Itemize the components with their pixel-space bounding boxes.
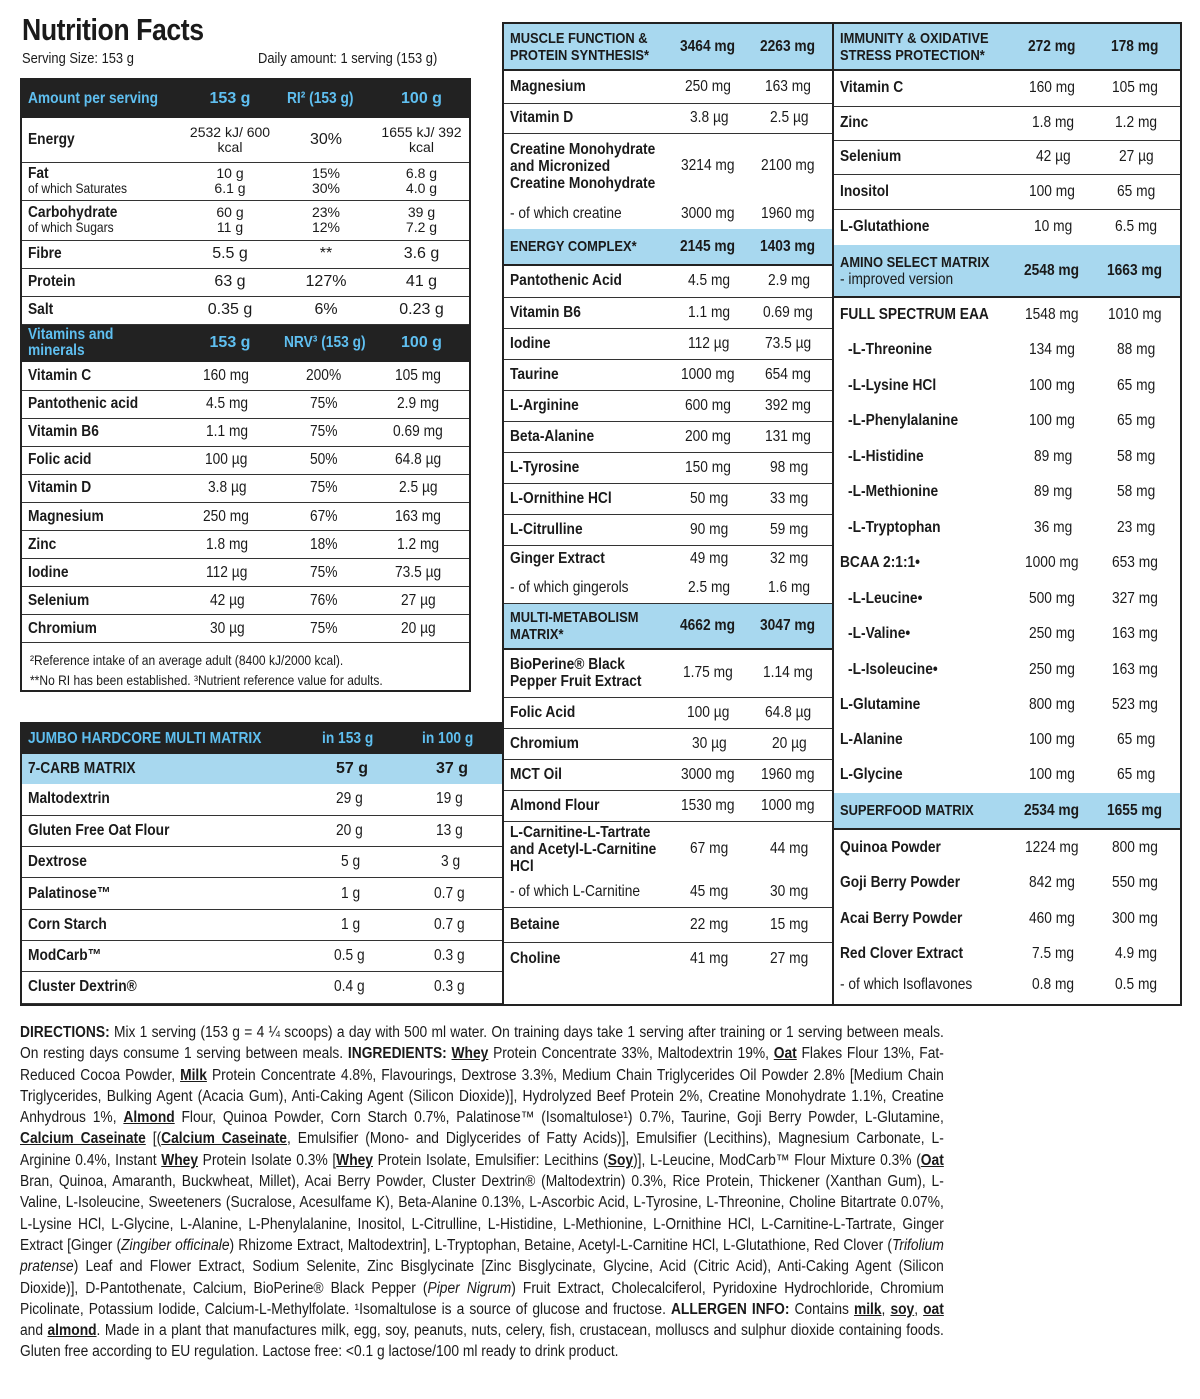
table-row: Palatinose™ 1 g 0.7 g	[22, 878, 502, 909]
section-header: AMINO SELECT MATRIX- improved version 2548 mg 1663 mg	[834, 245, 1180, 297]
table-row: L-Glutathione 10 mg 6.5 mg	[840, 218, 1157, 236]
table-row: L-Tyrosine 150 mg 98 mg	[504, 452, 832, 483]
table-row: Gluten Free Oat Flour 20 g 13 g	[22, 815, 502, 846]
carb-matrix-header: 7-CARB MATRIX 57 g 37 g	[22, 754, 502, 784]
table-row: Betaine 22 mg 15 mg	[504, 907, 832, 942]
table-row: - of which gingerols 2.5 mg 1.6 mg	[504, 573, 832, 603]
jumbo-header: JUMBO HARDCORE MULTI MATRIX in 153 g in 100 g	[22, 724, 502, 754]
table-row: BioPerine® Black Pepper Fruit Extract 1.75 mg 1.14 mg	[504, 649, 832, 697]
section-header: MULTI-METABOLISM MATRIX* 4662 mg 3047 mg	[504, 603, 832, 649]
serving-size: Serving Size: 153 g	[22, 50, 134, 67]
nutrition-table	[22, 80, 469, 643]
table-row: L-Citrulline 90 mg 59 mg	[504, 514, 832, 545]
table-row: Inositol 100 mg 65 mg	[834, 174, 1180, 209]
table-row: Chromium 30 µg 75% 20 µg	[22, 615, 469, 643]
table-row: L-Glycine 100 mg 65 mg	[840, 766, 1156, 783]
table-row: Maltodextrin 29 g 19 g	[22, 784, 502, 815]
table-row: Chromium 30 µg 20 µg	[504, 728, 832, 759]
table-row: Zinc 1.8 mg 18% 1.2 mg	[22, 531, 469, 559]
section-header: IMMUNITY & OXIDATIVE STRESS PROTECTION* 272 mg 178 mg	[834, 24, 1180, 70]
table-row: Beta-Alanine 200 mg 131 mg	[504, 421, 832, 452]
table-row: Fibre 5.5 g ** 3.6 g	[22, 240, 469, 268]
nutrition-facts-box	[20, 78, 471, 692]
nutrition-footnotes: ²Reference intake of an average adult (8400 kJ/2000 kcal). **No RI has been established. ³Nutrient reference value for adults.	[30, 652, 383, 688]
table-row: L-Arginine 600 mg 392 mg	[504, 390, 832, 421]
jumbo-table	[22, 724, 502, 1004]
page-title: Nutrition Facts	[22, 12, 204, 47]
table-row: Vitamin D 3.8 µg 2.5 µg	[504, 103, 832, 133]
table-row: -L-Valine• 250 mg 163 mg	[848, 625, 1159, 642]
table-row: Vitamin C 160 mg 200% 105 mg	[22, 362, 469, 390]
table-row: Folic acid 100 µg 50% 64.8 µg	[22, 446, 469, 474]
table-row: FULL SPECTRUM EAA 1548 mg 1010 mg	[840, 306, 1162, 323]
nutrition-header: Amount per serving 153 g RI² (153 g) 100 g	[22, 80, 469, 118]
table-row: -L-Histidine 89 mg 58 mg	[848, 447, 1156, 465]
table-row: Acai Berry Powder 460 mg 300 mg	[840, 910, 1159, 927]
table-row: Protein 63 g 127% 41 g	[22, 268, 469, 296]
table-row: L-Glutamine 800 mg 523 mg	[840, 695, 1159, 713]
table-row: Carbohydrate of which Sugars 60 g 11 g 23% 12% 39 g 7.2 g	[22, 200, 469, 240]
table-row: L-Ornithine HCl 50 mg 33 mg	[504, 483, 832, 514]
table-row: Cluster Dextrin® 0.4 g 0.3 g	[22, 972, 502, 1003]
table-row: L-Carnitine-L-Tartrate and Acetyl-L-Carnitine HCl 67 mg 44 mg	[510, 823, 809, 875]
table-row: Pantothenic Acid 4.5 mg 2.9 mg	[504, 265, 832, 297]
table-row: L-Alanine 100 mg 65 mg	[840, 730, 1156, 748]
table-row: Choline 41 mg 27 mg	[510, 949, 809, 967]
serving-info	[22, 50, 470, 70]
table-row: Vitamin B6 1.1 mg 75% 0.69 mg	[22, 418, 469, 446]
table-row: Vitamin D 3.8 µg 75% 2.5 µg	[22, 474, 469, 502]
table-row: Dextrose 5 g 3 g	[22, 847, 502, 878]
table-row: Quinoa Powder 1224 mg 800 mg	[840, 838, 1159, 856]
table-row: Iodine 112 µg 75% 73.5 µg	[22, 559, 469, 587]
middle-column	[502, 22, 834, 1006]
jumbo-matrix-box	[20, 722, 502, 1006]
vitamins-header: Vitamins and minerals 153 g NRV³ (153 g) 100 g	[22, 324, 469, 362]
table-row: Corn Starch 1 g 0.7 g	[22, 909, 502, 940]
table-row: Selenium 42 µg 76% 27 µg	[22, 587, 469, 615]
section-header: ENERGY COMPLEX* 2145 mg 1403 mg	[504, 229, 832, 265]
table-row: MCT Oil 3000 mg 1960 mg	[504, 759, 832, 790]
table-row: Ginger Extract 49 mg 32 mg	[510, 550, 809, 568]
table-row: -L-Leucine• 500 mg 327 mg	[848, 589, 1159, 607]
section-header: SUPERFOOD MATRIX 2534 mg 1655 mg	[834, 793, 1180, 829]
table-row: - of which Isoflavones 0.8 mg 0.5 mg	[840, 976, 1157, 993]
table-row: Taurine 1000 mg 654 mg	[504, 359, 832, 390]
section-header: MUSCLE FUNCTION & PROTEIN SYNTHESIS* 3464 mg 2263 mg	[504, 24, 832, 70]
daily-amount: Daily amount: 1 serving (153 g)	[258, 50, 438, 67]
table-row: - of which creatine 3000 mg 1960 mg	[510, 205, 815, 222]
table-row: Creatine Monohydrate and Micronized Creatine Monohydrate 3214 mg 2100 mg	[510, 140, 815, 192]
table-row: Iodine 112 µg 73.5 µg	[504, 328, 832, 359]
right-table	[834, 24, 1180, 999]
table-row: Selenium 42 µg 27 µg	[834, 140, 1180, 174]
table-row: Magnesium 250 mg 163 mg	[504, 70, 832, 103]
table-row: -L-Methionine 89 mg 58 mg	[848, 483, 1156, 500]
table-row: Folic Acid 100 µg 64.8 µg	[504, 697, 832, 728]
table-row: BCAA 2:1:1• 1000 mg 653 mg	[840, 554, 1159, 571]
table-row: -L-Isoleucine• 250 mg 163 mg	[848, 660, 1159, 678]
table-row: Vitamin B6 1.1 mg 0.69 mg	[504, 297, 832, 328]
table-row: Vitamin C 160 mg 105 mg	[834, 70, 1180, 106]
table-row: -L-Threonine 134 mg 88 mg	[848, 341, 1156, 358]
table-row: Salt 0.35 g 6% 0.23 g	[22, 296, 469, 324]
table-row: Red Clover Extract 7.5 mg 4.9 mg	[840, 945, 1157, 962]
table-row: Pantothenic acid 4.5 mg 75% 2.9 mg	[22, 390, 469, 418]
directions-text: DIRECTIONS: Mix 1 serving (153 g = 4 ¼ scoops) a day with 500 ml water. On training days take 1 serving after training or 1 serving between meals. On resting days consume 1 serving between meals. INGREDIENTS: Whey Protein Concentrate 33%, Maltodextrin 19%, Oat Flakes Flour 13%, Fat-Reduced Cocoa Powder, Milk Protein Concentrate 4.8%, Flavourings, Dextrose 3.3%, Medium Chain Triglycerides Oil Powder 2.8% [Medium Chain Triglycerides, Bulking Agent (Acacia Gum), Anti-Caking Agent (Silicon Dioxide)], Hydrolyzed Beef Protein 2%, Creatine Monohydrate 1.1%, Creatine Anhydrous 1%, Almond Flour, Quinoa Powder, Corn Starch 0.7%, Palatinose™ (Isomaltulose¹) 0.7%, Taurine, Goji Berry Powder, L-Glutamine, Calcium Caseinate [(Calcium Caseinate, Emulsifier (Mono- and Diglycerides of Fatty Acids)], Emulsifier (Lecithins), Magnesium Carbonate, L-Arginine 0.4%, Instant Whey Protein Isolate 0.3% [Whey Protein Isolate, Emulsifier: Lecithins (Soy)], L-Leucine, ModCarb™ Flour Mixture 0.3% (Oat Bran, Quinoa, Amaranth, Buckwheat, Millet), Acai Berry Powder, Cluster Dextrin® (Maltodextrin) 0.3%, Rice Protein, Thickener (Xanthan Gum), L-Valine, L-Isoleucine, Sweeteners (Sucralose, Acesulfame K), Beta-Alanine 0.13%, L-Ascorbic Acid, L-Tyrosine, L-Threonine, Choline Bitartrate 0.07%, L-Lysine HCl, L-Glycine, L-Alanine, L-Phenylalanine, Inositol, L-Citrulline, L-Histidine, L-Methionine, L-Ornithine HCl, L-Carnitine-L-Tartrate, Ginger Extract [Ginger (Zingiber officinale) Rhizome Extract, Maltodextrin], L-Tryptophan, Betaine, Acetyl-L-Carnitine HCl, L-Glutathione, Red Clover (Trifolium pratense) Leaf and Flower Extract, Sodium Selenite, Zinc Bisglycinate [Zinc Bisglycinate, Glycine, Acid (Citric Acid), Anti-Caking Agent (Silicon Dioxide)], D-Pantothenate, Calcium, BioPerine® Black Pepper (Piper Nigrum) Fruit Extract, Cholecalciferol, Pyridoxine Hydrochloride, Chromium Picolinate, Potassium Iodide, Calcium-L-Methylfolate. ¹Isomaltulose is a source of glucose and fructose. ALLERGEN INFO: Contains milk, soy, oat and almond. Made in a plant that manufactures milk, egg, soy, peanuts, nuts, celery, fish, crustacean, molluscs and sulphur dioxide containing foods. Gluten free according to EU regulation. Lactose free: <0.1 g lactose/100 ml ready to drink product.	[20, 1024, 944, 1361]
table-row: Zinc 1.8 mg 1.2 mg	[834, 106, 1180, 140]
table-row: -L-Tryptophan 36 mg 23 mg	[848, 518, 1156, 536]
table-row: Almond Flour 1530 mg 1000 mg	[504, 790, 832, 821]
table-row: Magnesium 250 mg 67% 163 mg	[22, 502, 469, 530]
table-row: ModCarb™ 0.5 g 0.3 g	[22, 940, 502, 971]
right-column	[834, 22, 1182, 1006]
table-row: -L-Lysine HCl 100 mg 65 mg	[848, 376, 1156, 394]
table-row: -L-Phenylalanine 100 mg 65 mg	[848, 412, 1156, 429]
middle-table	[504, 24, 832, 975]
table-row: - of which L-Carnitine 45 mg 30 mg	[504, 877, 832, 907]
table-row: Energy 2532 kJ/ 600 kcal 30% 1655 kJ/ 392 kcal	[22, 118, 469, 162]
table-row: Goji Berry Powder 842 mg 550 mg	[840, 874, 1159, 891]
table-row: Fat of which Saturates 10 g 6.1 g 15% 30% 6.8 g 4.0 g	[22, 162, 469, 200]
